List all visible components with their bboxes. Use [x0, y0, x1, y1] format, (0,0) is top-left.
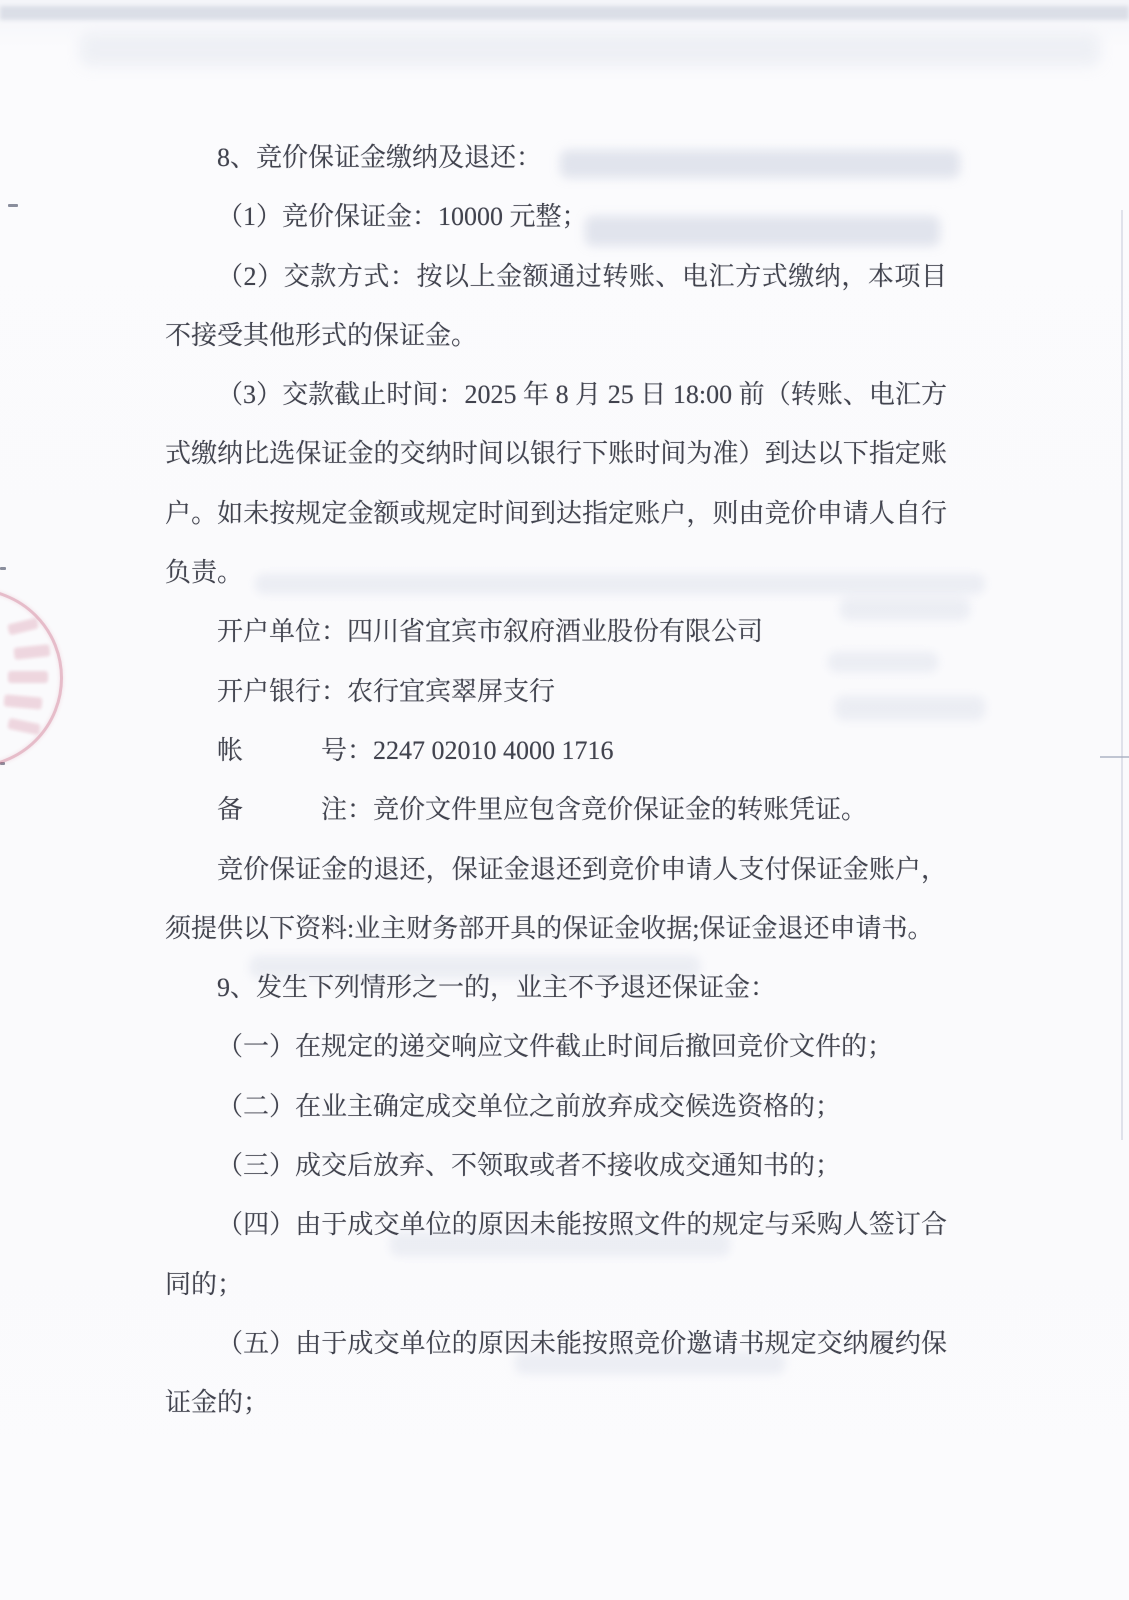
scan-artifact-left-tick [0, 567, 6, 570]
paragraph: 9、发生下列情形之一的，业主不予退还保证金： [217, 973, 777, 1003]
paragraph: 帐 号：2247 02010 4000 1716 [217, 735, 614, 765]
red-seal-stamp [0, 588, 63, 768]
paragraph: 开户银行：农行宜宾翠屏支行 [217, 676, 556, 706]
paragraph: （一）在规定的递交响应文件截止时间后撤回竞价文件的； [217, 1032, 894, 1062]
paragraph: （3）交款截止时间：2025 年 8 月 25 日 18:00 前（转账、电汇方式缴纳比选保证金的交纳时间以银行下账时间为准）到达以下指定账户。如未按规定金额或规定时间到达指定账户，则由竞价申请人自行负责。 [165, 380, 947, 588]
paragraph: 8、竞价保证金缴纳及退还： [217, 143, 543, 172]
paragraph: （2）交款方式：按以上金额通过转账、电汇方式缴纳，本项目不接受其他形式的保证金。 [165, 261, 947, 350]
paragraph: 开户单位：四川省宜宾市叙府酒业股份有限公司 [217, 617, 764, 647]
scan-artifact-top-mottle [80, 34, 1100, 66]
document-body [165, 128, 947, 1433]
scan-artifact-right-line [1121, 210, 1123, 1140]
paragraph: （四）由于成交单位的原因未能按照文件的规定与采购人签订合同的； [165, 1210, 947, 1299]
paragraph: （1）竞价保证金：10000 元整； [217, 202, 588, 232]
paragraph: （五）由于成交单位的原因未能按照竞价邀请书规定交纳履约保证金的； [165, 1328, 947, 1418]
paragraph: （二）在业主确定成交单位之前放弃成交候选资格的； [217, 1091, 842, 1121]
scan-artifact-right-dash [1100, 756, 1129, 758]
scan-artifact-top-band [0, 6, 1129, 20]
paragraph: 备 注：竞价文件里应包含竞价保证金的转账凭证。 [217, 795, 868, 825]
paragraph: 竞价保证金的退还，保证金退还到竞价申请人支付保证金账户，须提供以下资料:业主财务部开具的保证金收据;保证金退还申请书。 [165, 854, 947, 943]
scan-artifact-left-tick [8, 204, 18, 207]
paragraph: （三）成交后放弃、不领取或者不接收成交通知书的； [217, 1151, 842, 1181]
